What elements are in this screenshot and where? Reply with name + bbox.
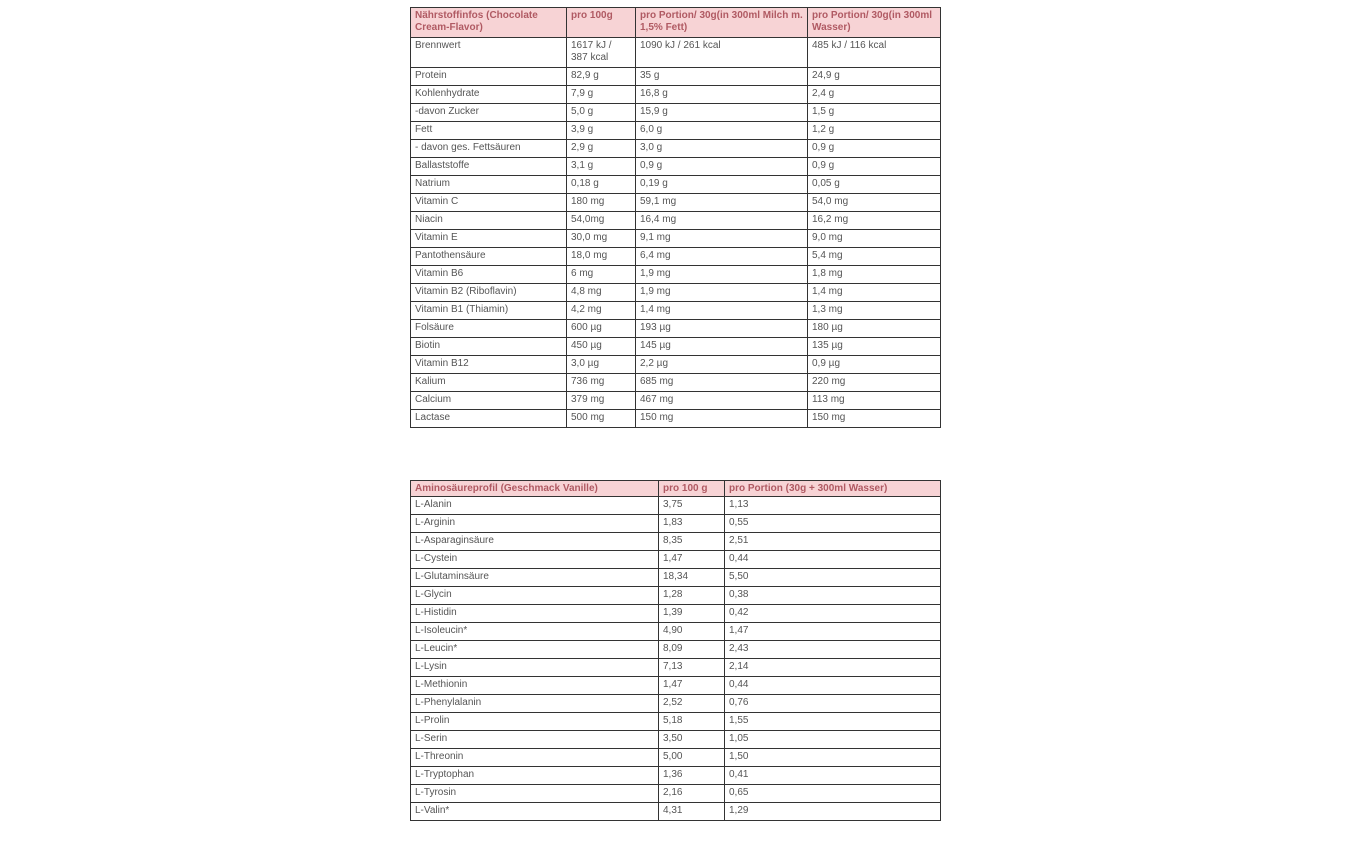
per-100g-cell: 18,34 <box>659 569 725 587</box>
nutrient-name-cell: Vitamin B6 <box>411 266 567 284</box>
table-row <box>411 158 941 176</box>
per-portion-water-cell: 0,05 g <box>808 176 941 194</box>
per-portion-water-cell: 1,8 mg <box>808 266 941 284</box>
nutrient-name-cell: Ballaststoffe <box>411 158 567 176</box>
per-100g-cell: 7,13 <box>659 659 725 677</box>
per-portion-water-cell: 5,4 mg <box>808 248 941 266</box>
per-portion-water-cell: 135 µg <box>808 338 941 356</box>
per-portion-cell: 0,38 <box>725 587 941 605</box>
table-row <box>411 68 941 86</box>
per-100g-cell: 1,39 <box>659 605 725 623</box>
table-row <box>411 623 941 641</box>
nutrient-name-cell: Folsäure <box>411 320 567 338</box>
per-portion-milk-cell: 35 g <box>636 68 808 86</box>
per-portion-cell: 0,65 <box>725 785 941 803</box>
per-portion-cell: 1,50 <box>725 749 941 767</box>
nutrient-name-cell: Brennwert <box>411 38 567 68</box>
amino-acid-name-cell: L-Arginin <box>411 515 659 533</box>
table-row <box>411 122 941 140</box>
header-row <box>411 481 941 497</box>
per-100g-cell: 1,47 <box>659 551 725 569</box>
table-row <box>411 212 941 230</box>
table-row <box>411 677 941 695</box>
per-100g-cell: 736 mg <box>567 374 636 392</box>
per-portion-milk-cell: 3,0 g <box>636 140 808 158</box>
per-100g-cell: 6 mg <box>567 266 636 284</box>
per-portion-water-cell: 16,2 mg <box>808 212 941 230</box>
per-portion-milk-cell: 1,4 mg <box>636 302 808 320</box>
per-portion-milk-cell: 1090 kJ / 261 kcal <box>636 38 808 68</box>
per-portion-water-cell: 0,9 g <box>808 140 941 158</box>
nutrient-name-cell: Kalium <box>411 374 567 392</box>
per-portion-cell: 0,42 <box>725 605 941 623</box>
table-row <box>411 641 941 659</box>
per-portion-milk-cell: 59,1 mg <box>636 194 808 212</box>
per-portion-water-cell: 150 mg <box>808 410 941 428</box>
per-100g-cell: 2,52 <box>659 695 725 713</box>
amino-acid-name-cell: L-Serin <box>411 731 659 749</box>
nutrient-name-cell: Vitamin B12 <box>411 356 567 374</box>
amino-acid-name-cell: L-Threonin <box>411 749 659 767</box>
table-row <box>411 767 941 785</box>
per-portion-water-cell: 1,2 g <box>808 122 941 140</box>
per-100g-cell: 4,8 mg <box>567 284 636 302</box>
table-row <box>411 140 941 158</box>
table-row <box>411 176 941 194</box>
nutrition-table-body <box>411 38 941 428</box>
per-portion-water-cell: 0,9 µg <box>808 356 941 374</box>
table-row <box>411 86 941 104</box>
per-100g-cell: 4,2 mg <box>567 302 636 320</box>
header-row <box>411 8 941 38</box>
header-amino-acid: Aminosäureprofil (Geschmack Vanille) <box>411 481 659 497</box>
table-row <box>411 392 941 410</box>
per-portion-milk-cell: 1,9 mg <box>636 284 808 302</box>
per-100g-cell: 18,0 mg <box>567 248 636 266</box>
per-100g-cell: 3,9 g <box>567 122 636 140</box>
header-nutrient: Nährstoffinfos (Chocolate Cream-Flavor) <box>411 8 567 38</box>
per-portion-water-cell: 1,4 mg <box>808 284 941 302</box>
per-portion-cell: 1,13 <box>725 497 941 515</box>
table-row <box>411 659 941 677</box>
per-100g-cell: 54,0mg <box>567 212 636 230</box>
per-100g-cell: 1,83 <box>659 515 725 533</box>
nutrient-name-cell: Lactase <box>411 410 567 428</box>
amino-table-body <box>411 497 941 821</box>
per-portion-cell: 1,55 <box>725 713 941 731</box>
per-portion-water-cell: 9,0 mg <box>808 230 941 248</box>
per-100g-cell: 5,00 <box>659 749 725 767</box>
per-100g-cell: 379 mg <box>567 392 636 410</box>
per-100g-cell: 5,18 <box>659 713 725 731</box>
amino-acid-name-cell: L-Methionin <box>411 677 659 695</box>
per-portion-cell: 0,41 <box>725 767 941 785</box>
nutrition-table-header <box>411 8 941 38</box>
amino-table-header <box>411 481 941 497</box>
per-100g-cell: 1617 kJ / 387 kcal <box>567 38 636 68</box>
per-portion-cell: 1,47 <box>725 623 941 641</box>
per-portion-water-cell: 1,3 mg <box>808 302 941 320</box>
per-portion-cell: 2,51 <box>725 533 941 551</box>
per-portion-water-cell: 1,5 g <box>808 104 941 122</box>
table-row <box>411 284 941 302</box>
amino-acid-name-cell: L-Phenylalanin <box>411 695 659 713</box>
per-portion-cell: 2,14 <box>725 659 941 677</box>
nutrient-name-cell: Calcium <box>411 392 567 410</box>
amino-acid-name-cell: L-Alanin <box>411 497 659 515</box>
amino-acid-name-cell: L-Tryptophan <box>411 767 659 785</box>
per-100g-cell: 500 mg <box>567 410 636 428</box>
per-100g-cell: 3,50 <box>659 731 725 749</box>
per-portion-cell: 0,44 <box>725 677 941 695</box>
amino-acid-name-cell: L-Leucin* <box>411 641 659 659</box>
table-row <box>411 731 941 749</box>
amino-acid-name-cell: L-Cystein <box>411 551 659 569</box>
per-100g-cell: 450 µg <box>567 338 636 356</box>
per-portion-water-cell: 220 mg <box>808 374 941 392</box>
amino-acid-name-cell: L-Asparaginsäure <box>411 533 659 551</box>
per-portion-milk-cell: 15,9 g <box>636 104 808 122</box>
nutrient-name-cell: Kohlenhydrate <box>411 86 567 104</box>
per-100g-cell: 600 µg <box>567 320 636 338</box>
table-row <box>411 374 941 392</box>
per-portion-milk-cell: 2,2 µg <box>636 356 808 374</box>
per-portion-water-cell: 24,9 g <box>808 68 941 86</box>
nutrient-name-cell: Vitamin E <box>411 230 567 248</box>
header-per-portion-milk: pro Portion/ 30g(in 300ml Milch m. 1,5% Fett) <box>636 8 808 38</box>
nutrient-name-cell: Protein <box>411 68 567 86</box>
header-per-portion: pro Portion (30g + 300ml Wasser) <box>725 481 941 497</box>
table-row <box>411 713 941 731</box>
per-portion-water-cell: 180 µg <box>808 320 941 338</box>
table-row <box>411 302 941 320</box>
per-100g-cell: 30,0 mg <box>567 230 636 248</box>
per-portion-milk-cell: 150 mg <box>636 410 808 428</box>
table-row <box>411 587 941 605</box>
per-portion-milk-cell: 16,8 g <box>636 86 808 104</box>
nutrient-name-cell: Natrium <box>411 176 567 194</box>
per-portion-cell: 0,76 <box>725 695 941 713</box>
table-row <box>411 515 941 533</box>
per-100g-cell: 8,35 <box>659 533 725 551</box>
per-portion-milk-cell: 16,4 mg <box>636 212 808 230</box>
amino-acid-name-cell: L-Glycin <box>411 587 659 605</box>
nutrient-name-cell: Vitamin B2 (Riboflavin) <box>411 284 567 302</box>
amino-acid-name-cell: L-Prolin <box>411 713 659 731</box>
amino-acid-name-cell: L-Glutaminsäure <box>411 569 659 587</box>
table-row <box>411 533 941 551</box>
per-portion-cell: 1,05 <box>725 731 941 749</box>
per-100g-cell: 2,16 <box>659 785 725 803</box>
header-per-portion-water: pro Portion/ 30g(in 300ml Wasser) <box>808 8 941 38</box>
table-row <box>411 356 941 374</box>
table-row <box>411 605 941 623</box>
table-row <box>411 194 941 212</box>
nutrition-table <box>410 7 941 428</box>
per-portion-milk-cell: 9,1 mg <box>636 230 808 248</box>
table-row <box>411 104 941 122</box>
table-row <box>411 695 941 713</box>
nutrient-name-cell: Vitamin B1 (Thiamin) <box>411 302 567 320</box>
per-100g-cell: 3,0 µg <box>567 356 636 374</box>
per-portion-milk-cell: 6,4 mg <box>636 248 808 266</box>
nutrient-name-cell: Fett <box>411 122 567 140</box>
per-portion-cell: 0,55 <box>725 515 941 533</box>
per-portion-milk-cell: 0,19 g <box>636 176 808 194</box>
amino-acid-name-cell: L-Lysin <box>411 659 659 677</box>
per-portion-milk-cell: 685 mg <box>636 374 808 392</box>
table-row <box>411 230 941 248</box>
table-row <box>411 266 941 284</box>
per-portion-milk-cell: 1,9 mg <box>636 266 808 284</box>
table-row <box>411 338 941 356</box>
amino-acid-name-cell: L-Isoleucin* <box>411 623 659 641</box>
per-portion-cell: 1,29 <box>725 803 941 821</box>
per-100g-cell: 82,9 g <box>567 68 636 86</box>
per-100g-cell: 5,0 g <box>567 104 636 122</box>
header-per-100g: pro 100 g <box>659 481 725 497</box>
per-portion-milk-cell: 467 mg <box>636 392 808 410</box>
per-100g-cell: 1,36 <box>659 767 725 785</box>
per-portion-milk-cell: 0,9 g <box>636 158 808 176</box>
table-row <box>411 569 941 587</box>
per-portion-water-cell: 113 mg <box>808 392 941 410</box>
nutrient-name-cell: Vitamin C <box>411 194 567 212</box>
per-100g-cell: 8,09 <box>659 641 725 659</box>
amino-acid-name-cell: L-Tyrosin <box>411 785 659 803</box>
per-100g-cell: 3,75 <box>659 497 725 515</box>
per-portion-water-cell: 54,0 mg <box>808 194 941 212</box>
per-100g-cell: 1,47 <box>659 677 725 695</box>
per-100g-cell: 180 mg <box>567 194 636 212</box>
amino-acid-table <box>410 480 941 821</box>
amino-acid-name-cell: L-Histidin <box>411 605 659 623</box>
table-row <box>411 320 941 338</box>
per-portion-milk-cell: 193 µg <box>636 320 808 338</box>
nutrient-name-cell: Pantothensäure <box>411 248 567 266</box>
per-100g-cell: 4,31 <box>659 803 725 821</box>
nutrient-name-cell: -davon Zucker <box>411 104 567 122</box>
table-row <box>411 785 941 803</box>
per-portion-water-cell: 485 kJ / 116 kcal <box>808 38 941 68</box>
table-row <box>411 803 941 821</box>
per-100g-cell: 0,18 g <box>567 176 636 194</box>
per-portion-milk-cell: 145 µg <box>636 338 808 356</box>
per-portion-cell: 2,43 <box>725 641 941 659</box>
table-row <box>411 551 941 569</box>
table-row <box>411 248 941 266</box>
per-100g-cell: 2,9 g <box>567 140 636 158</box>
nutrient-name-cell: - davon ges. Fettsäuren <box>411 140 567 158</box>
nutrient-name-cell: Niacin <box>411 212 567 230</box>
per-portion-milk-cell: 6,0 g <box>636 122 808 140</box>
table-row <box>411 749 941 767</box>
per-100g-cell: 3,1 g <box>567 158 636 176</box>
table-row <box>411 38 941 68</box>
per-portion-water-cell: 2,4 g <box>808 86 941 104</box>
per-portion-water-cell: 0,9 g <box>808 158 941 176</box>
nutrient-name-cell: Biotin <box>411 338 567 356</box>
header-per-100g: pro 100g <box>567 8 636 38</box>
amino-acid-name-cell: L-Valin* <box>411 803 659 821</box>
per-100g-cell: 4,90 <box>659 623 725 641</box>
per-portion-cell: 0,44 <box>725 551 941 569</box>
per-100g-cell: 7,9 g <box>567 86 636 104</box>
table-row <box>411 497 941 515</box>
table-row <box>411 410 941 428</box>
per-portion-cell: 5,50 <box>725 569 941 587</box>
per-100g-cell: 1,28 <box>659 587 725 605</box>
